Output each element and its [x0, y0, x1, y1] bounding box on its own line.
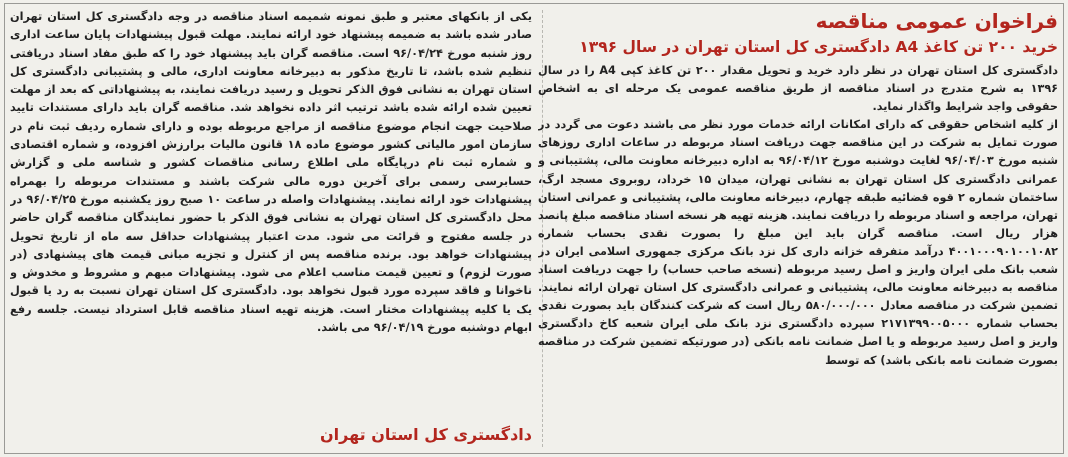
notice-paragraph-conditions: از کلیه اشخاص حقوقی که دارای امکانات ارائه خدمات مورد نظر می باشند دعوت می گردد در صورت تمایل به شرکت در این مناقصه جهت دریافت اسناد مربوطه در ساعات اداری روزهای شنبه مورخ ۹۶/۰۴/۰۳ لغایت دوشنبه مورخ ۹۶/۰۴/۱۲ به اداره دبیرخانه معاونت مالی، پشتیبانی و عمرانی دادگستری کل استان تهران به نشانی تهران، میدان ۱۵ خرداد، روبروی مسجد ارگ، ساختمان شماره ۲ قوه قضائیه طبقه چهارم، دبیرخانه معاونت مالی، پشتیبانی و عمرانی استان تهران، مراجعه و اسناد مربوطه را دریافت نمایند. هزینه تهیه هر نسخه اسناد مناقصه مبلغ پانصد هزار ریال است. مناقصه گران باید این مبلغ را بصورت نقدی بحساب شماره ۴۰۰۱۰۰۰۹۰۱۰۰۱۰۸۲ درآمد متفرقه خزانه داری کل نزد بانک مرکزی جمهوری اسلامی ایران در شعب بانک ملی ایران واریز و اصل رسید مربوطه (نسخه صاحب حساب) را جهت دریافت اسناد مناقصه به دبیرخانه معاونت مالی، پشتیبانی و عمرانی دادگستری کل استان تهران ارائه نمایند. تضمین شرکت در مناقصه معادل ۵۸۰/۰۰۰/۰۰۰ ریال است که شرکت کنندگان باید بصورت نقدی بحساب شماره ۲۱۷۱۳۹۹۰۰۵۰۰۰ سپرده دادگستری نزد بانک ملی ایران شعبه کاخ دادگستری واریز و اصل رسید مربوطه و یا اصل ضمانت نامه بانکی (در صورتیکه تضمین شرکت در مناقصه بصورت ضمانت نامه بانکی باشد) که توسط — [538, 118, 1058, 367]
notice-title: فراخوان عمومی مناقصه — [815, 9, 1058, 33]
notice-paragraph-continued: یکی از بانکهای معتبر و طبق نمونه شمیمه اسناد مناقصه در وجه دادگستری کل استان تهران صادر شده باشد به ضمیمه پیشنهاد خود ارائه نمایند. مهلت قبول پیشنهادات پایان ساعت اداری روز شنبه مورخ ۹۶/۰۴/۲۴ است. مناقصه گران باید پیشنهاد خود را که طبق مفاد اسناد دریافتی تنظیم شده باشد، تا تاریخ مذکور به دبیرخانه معاونت اداری، مالی و پشتیبانی دادگستری کل استان تهران به نشانی فوق الذکر تحویل و رسید دریافت نمایند، به پیشنهاداتی که بعد از مهلت تعیین شده ارائه شده باشد ترتیب اثر داده نخواهد شد. مناقصه گران باید دارای مستندات تایید صلاحیت جهت انجام موضوع مناقصه از مراجع مربوطه بوده و دارای شماره ردیف ثبت نام در سازمان امور مالیاتی کشور موضوع ماده ۱۸ قانون مالیات برارزش افزوده، و شماره اقتصادی و شماره ثبت نام درپایگاه ملی اطلاع رسانی مناقصات کشور و شناسه ملی و گزارش حسابرسی رسمی برای آخرین دوره مالی شرکت باشند و مستندات مربوطه را بهمراه پیشنهادات خود ارائه نمایند. پیشنهادات واصله در ساعت ۱۰ صبح روز یکشنبه مورخ ۹۶/۰۴/۲۵ در محل دادگستری کل استان تهران به نشانی فوق الذکر با حضور نمایندگان مناقصه گران حاضر در جلسه مفتوح و قرائت می شود. مدت اعتبار پیشنهادات حداقل سه ماه از تاریخ تحویل پیشنهادات خواهد بود. برنده مناقصه پس از کنترل و تجزیه مبانی قیمت های پیشنهادی (در صورت لزوم) و تعیین قیمت مناسب اعلام می شود. پیشنهادات مبهم و مشروط و مخدوش و ناخوانا و فاقد سپرده مورد قبول نخواهد بود. دادگستری کل استان تهران نسبت به رد یا قبول یک یا کلیه پیشنهادات مختار است. هزینه تهیه اسناد مناقصه قابل استرداد نیست. جلسه رفع ابهام دوشنبه مورخ ۹۶/۰۴/۱۹ می باشد. — [10, 10, 532, 335]
notice-paragraph-intro: دادگستری کل استان تهران در نظر دارد خرید و تحویل مقدار ۲۰۰ تن کاغذ کپی A4 را در سال ۱۳۹۶ به شرح متدرج در اسناد مناقصه از طریق مناقصه عمومی یک مرحله ای به اشخاص حقوقی واجد شرایط واگذار نماید. — [538, 64, 1058, 114]
notice-subtitle: خرید ۲۰۰ تن کاغذ A4 دادگستری کل استان تهران در سال ۱۳۹۶ — [579, 38, 1058, 56]
notice-signature: دادگستری کل استان تهران — [319, 425, 532, 444]
notice-right-column — [538, 8, 1058, 449]
notice-left-column — [10, 8, 532, 449]
